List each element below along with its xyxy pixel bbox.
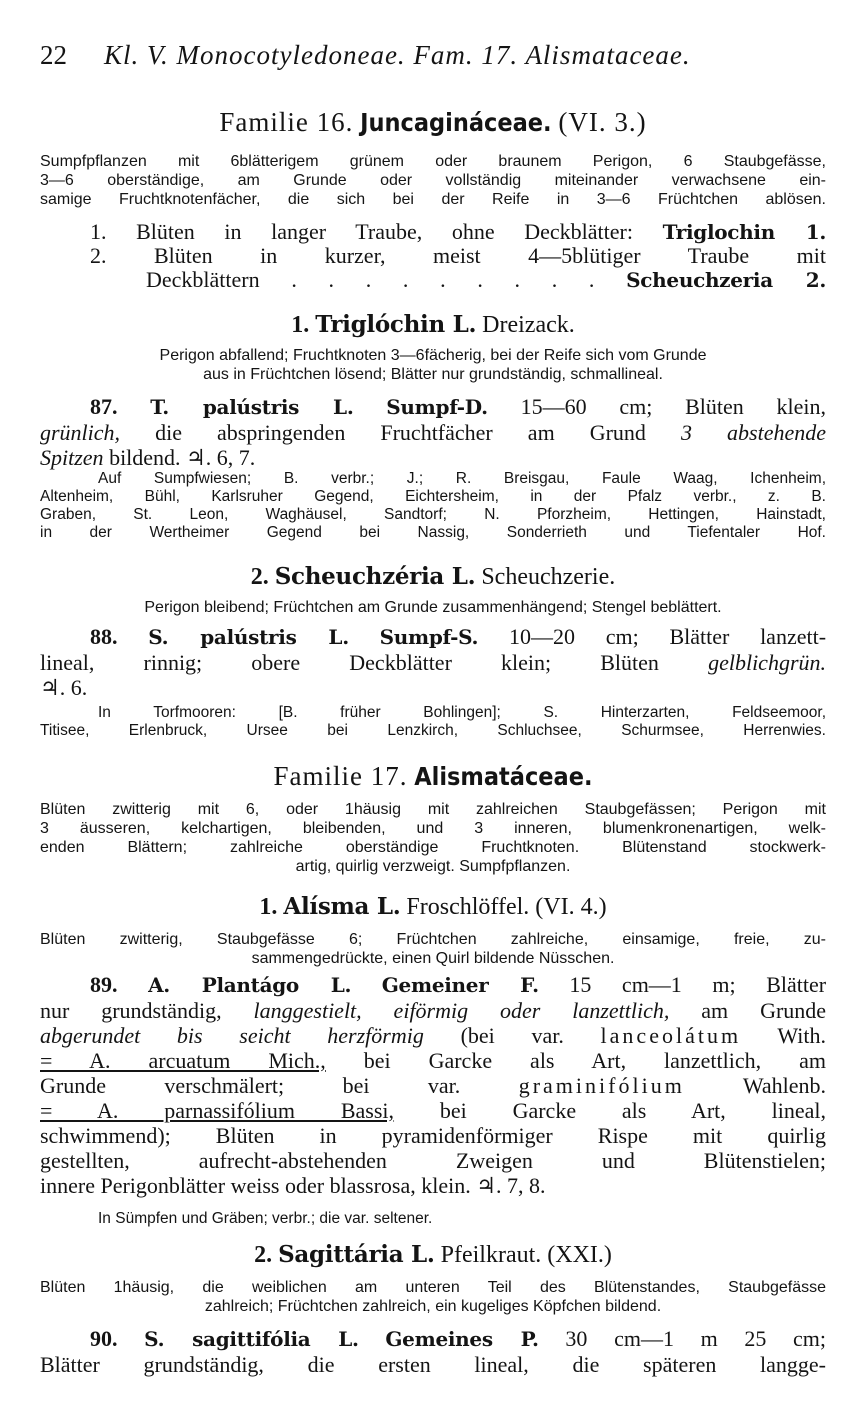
key-dots: . . . . . . . . .: [291, 267, 595, 292]
species-name: A. Plantágo L.: [148, 973, 352, 997]
species-line: gestellten, aufrecht-abstehenden Zweigen und Blütenstielen;: [40, 1148, 826, 1173]
species-text: bei Garcke als Art, lineal,: [439, 1098, 826, 1123]
desc-line: Sumpfpflanzen mit 6blätterigem grünem oder braunem Perigon, 6 Staubgefässe,: [40, 153, 826, 170]
species-87-localities: [40, 470, 826, 542]
species-line: [40, 394, 826, 420]
genus-num: 1.: [259, 894, 278, 920]
locality-line: Altenheim, Bühl, Karlsruher Gegend, Eichtersheim, in der Pfalz verbr., z. B.: [40, 488, 826, 505]
species-line: [40, 624, 826, 650]
species-line: [40, 650, 826, 675]
species-line: [40, 1073, 826, 1098]
locality-line: In Torfmooren: [B. früher Bohlingen]; S. Hinterzarten, Feldseemoor,: [98, 704, 826, 721]
running-title: Kl. V. Monocotyledoneae. Fam. 17. Alismataceae.: [104, 40, 691, 70]
species-text: 10—20 cm; Blätter lanzett-: [508, 624, 827, 649]
species-88: [40, 624, 826, 700]
species-name: S. palústris L.: [148, 625, 349, 649]
species-text: Grunde verschmälert;: [40, 1073, 285, 1098]
species-line: [40, 972, 826, 998]
desc-line: artig, quirlig verzweigt. Sumpfpflanzen.: [295, 858, 571, 875]
species-text: bei Garcke als Art, lanzettlich, am: [363, 1048, 826, 1073]
species-text: nur grundständig,: [40, 998, 222, 1023]
genus-sagittaria-heading: [40, 1240, 826, 1270]
key-entry-2: [40, 244, 826, 268]
family-name: Alismatáceae.: [414, 762, 593, 791]
species-line: [40, 1023, 826, 1048]
genus-alisma-heading: [40, 892, 826, 922]
genus-num: 2.: [250, 564, 269, 590]
genus-alisma-description: [40, 930, 826, 968]
species-90: [40, 1326, 826, 1377]
genus-system: (XXI.): [547, 1242, 612, 1268]
locality-line: Auf Sumpfwiesen; B. verbr.; J.; R. Breisgau, Faule Waag, Ichenheim,: [98, 470, 826, 487]
genus-common-name: Froschlöffel.: [406, 894, 530, 920]
synonym: = A. arcuatum Mich.,: [40, 1048, 326, 1073]
species-line: [40, 998, 826, 1023]
species-line: Blätter grundständig, die ersten lineal, die späteren langge-: [40, 1352, 826, 1377]
variety-name: lanceolátum: [600, 1023, 742, 1048]
desc-line: 3—6 oberständige, am Grunde oder vollständig miteinander verwachsene ein-: [40, 172, 826, 189]
species-text: (bei var.: [460, 1023, 564, 1048]
desc-line: samige Fruchtknotenfächer, die sich bei der Reife in 3—6 Früchtchen ablösen.: [40, 191, 826, 208]
species-common-name: Gemeiner F.: [381, 973, 539, 997]
family-label: Familie 16.: [219, 107, 354, 137]
genus-scheuchzeria-description: Perigon bleibend; Früchtchen am Grunde zusammenhängend; Stengel beblättert.: [144, 599, 722, 616]
key-text: Blüten in langer Traube, ohne Deckblätter:: [136, 219, 633, 244]
species-text: bildend. ♃. 6, 7.: [109, 445, 256, 470]
key-text: Blüten in kurzer, meist 4—5blütiger Traube mit: [153, 243, 826, 268]
key-text-cont: Deckblättern: [146, 267, 260, 292]
species-line: [40, 420, 826, 445]
species-89: [40, 972, 826, 1198]
family-17-heading: [40, 760, 826, 793]
genus-triglochin-description: [40, 346, 826, 384]
species-line: [40, 1048, 826, 1073]
desc-line: zahlreich; Früchtchen zahlreich, ein kugeliges Köpfchen bildend.: [204, 1298, 662, 1315]
genus-name: Sagittária L.: [278, 1241, 435, 1268]
species-88-localities: [40, 704, 826, 740]
species-text: 15—60 cm; Blüten klein,: [520, 394, 826, 419]
species-text: die abspringenden Fruchtfächer am Grund: [155, 420, 646, 445]
genus-triglochin-heading: [40, 310, 826, 340]
key-num: 1.: [90, 219, 107, 244]
family-system: (VI. 3.): [558, 107, 647, 137]
desc-line: Blüten zwitterig, Staubgefässe 6; Früchtchen zahlreiche, einsamige, freie, zu-: [40, 931, 826, 948]
key-result: Scheuchzeria 2.: [626, 268, 827, 292]
species-text: Wahlenb.: [742, 1073, 827, 1098]
species-line: schwimmend); Blüten in pyramidenförmiger Rispe mit quirlig: [40, 1123, 826, 1148]
species-num: 87.: [90, 394, 118, 419]
genus-name: Triglóchin L.: [315, 311, 477, 338]
species-text-italic: abgerundet bis seicht herzförmig: [40, 1023, 424, 1048]
family-name: Juncagináceae.: [360, 108, 552, 137]
desc-line: aus in Früchtchen lösend; Blätter nur grundständig, schmallineal.: [203, 366, 663, 383]
species-line: ♃. 6.: [40, 675, 88, 700]
species-text-italic: gelblichgrün.: [708, 650, 827, 675]
locality-line: In Sümpfen und Gräben; verbr.; die var. seltener.: [98, 1210, 433, 1227]
family-label: Familie 17.: [273, 761, 408, 791]
page-number: 22: [40, 40, 67, 70]
genus-name: Alísma L.: [283, 893, 401, 920]
species-num: 89.: [90, 972, 118, 997]
key-result: Triglochin 1.: [662, 220, 826, 244]
running-header: [40, 40, 826, 74]
desc-line: 3 äusseren, kelchartigen, bleibenden, und 3 inneren, blumenkronenartigen, welk-: [40, 820, 826, 837]
species-num: 90.: [90, 1326, 118, 1351]
species-text-italic: langgestielt, eiförmig oder lanzettlich,: [253, 998, 670, 1023]
key-num: 2.: [90, 243, 107, 268]
genus-system: (VI. 4.): [535, 894, 607, 920]
desc-line: Blüten 1häusig, die weiblichen am unteren Teil des Blütenstandes, Staubgefässe: [40, 1279, 826, 1296]
synonym: = A. parnassifólium Bassi,: [40, 1098, 395, 1123]
species-text: am Grunde: [701, 998, 827, 1023]
desc-line: sammengedrückte, einen Quirl bildende Nüsschen.: [251, 950, 615, 967]
genus-sagittaria-description: [40, 1278, 826, 1316]
species-text-italic: Spitzen: [40, 445, 104, 470]
genus-key: [40, 220, 826, 292]
species-text: With.: [777, 1023, 826, 1048]
locality-line: Graben, St. Leon, Waghäusel, Sandtorf; N. Pforzheim, Hettingen, Hainstadt,: [40, 506, 826, 523]
key-entry-1: [40, 220, 826, 244]
species-text: lineal, rinnig; obere Deckblätter klein; Blüten: [40, 650, 659, 675]
species-num: 88.: [90, 624, 118, 649]
family-16-heading: [40, 106, 826, 139]
species-common-name: Sumpf-S.: [379, 625, 479, 649]
species-text: 15 cm—1 m; Blätter: [569, 972, 827, 997]
species-text-italic: grünlich,: [40, 420, 121, 445]
species-line: [40, 445, 826, 470]
species-text: 30 cm—1 m 25 cm;: [565, 1326, 827, 1351]
variety-name: graminifólium: [518, 1073, 685, 1098]
species-text: bei var.: [342, 1073, 461, 1098]
locality-line: Titisee, Erlenbruck, Ursee bei Lenzkirch, Schluchsee, Schurmsee, Herrenwies.: [40, 722, 826, 739]
genus-common-name: Scheuchzerie.: [481, 564, 616, 590]
desc-line: enden Blättern; zahlreiche oberständige Fruchtknoten. Blütenstand stockwerk-: [40, 839, 826, 856]
species-line: [40, 1326, 826, 1352]
species-common-name: Sumpf-D.: [386, 395, 488, 419]
family-16-description: [40, 152, 826, 209]
genus-scheuchzeria-heading: [40, 562, 826, 592]
species-name: T. palústris L.: [150, 395, 354, 419]
species-line: innere Perigonblätter weiss oder blassrosa, klein. ♃. 7, 8.: [40, 1173, 546, 1198]
locality-line: in der Wertheimer Gegend bei Nassig, Sonderrieth und Tiefentaler Hof.: [40, 524, 826, 541]
species-name: S. sagittifólia L.: [144, 1327, 359, 1351]
genus-common-name: Pfeilkraut.: [440, 1242, 542, 1268]
genus-num: 1.: [291, 312, 310, 338]
species-common-name: Gemeines P.: [385, 1327, 539, 1351]
desc-line: Perigon abfallend; Fruchtknoten 3—6fächerig, bei der Reife sich vom Grunde: [159, 347, 707, 364]
genus-name: Scheuchzéria L.: [274, 563, 476, 590]
family-17-description: [40, 800, 826, 876]
desc-line: Blüten zwitterig mit 6, oder 1häusig mit zahlreichen Staubgefässen; Perigon mit: [40, 801, 826, 818]
genus-common-name: Dreizack.: [482, 312, 575, 338]
genus-num: 2.: [254, 1242, 273, 1268]
species-89-localities: [40, 1210, 826, 1228]
species-line: [40, 1098, 826, 1123]
species-text-italic: 3 abstehende: [680, 420, 826, 445]
species-87: [40, 394, 826, 470]
key-entry-2-cont: [40, 268, 826, 292]
